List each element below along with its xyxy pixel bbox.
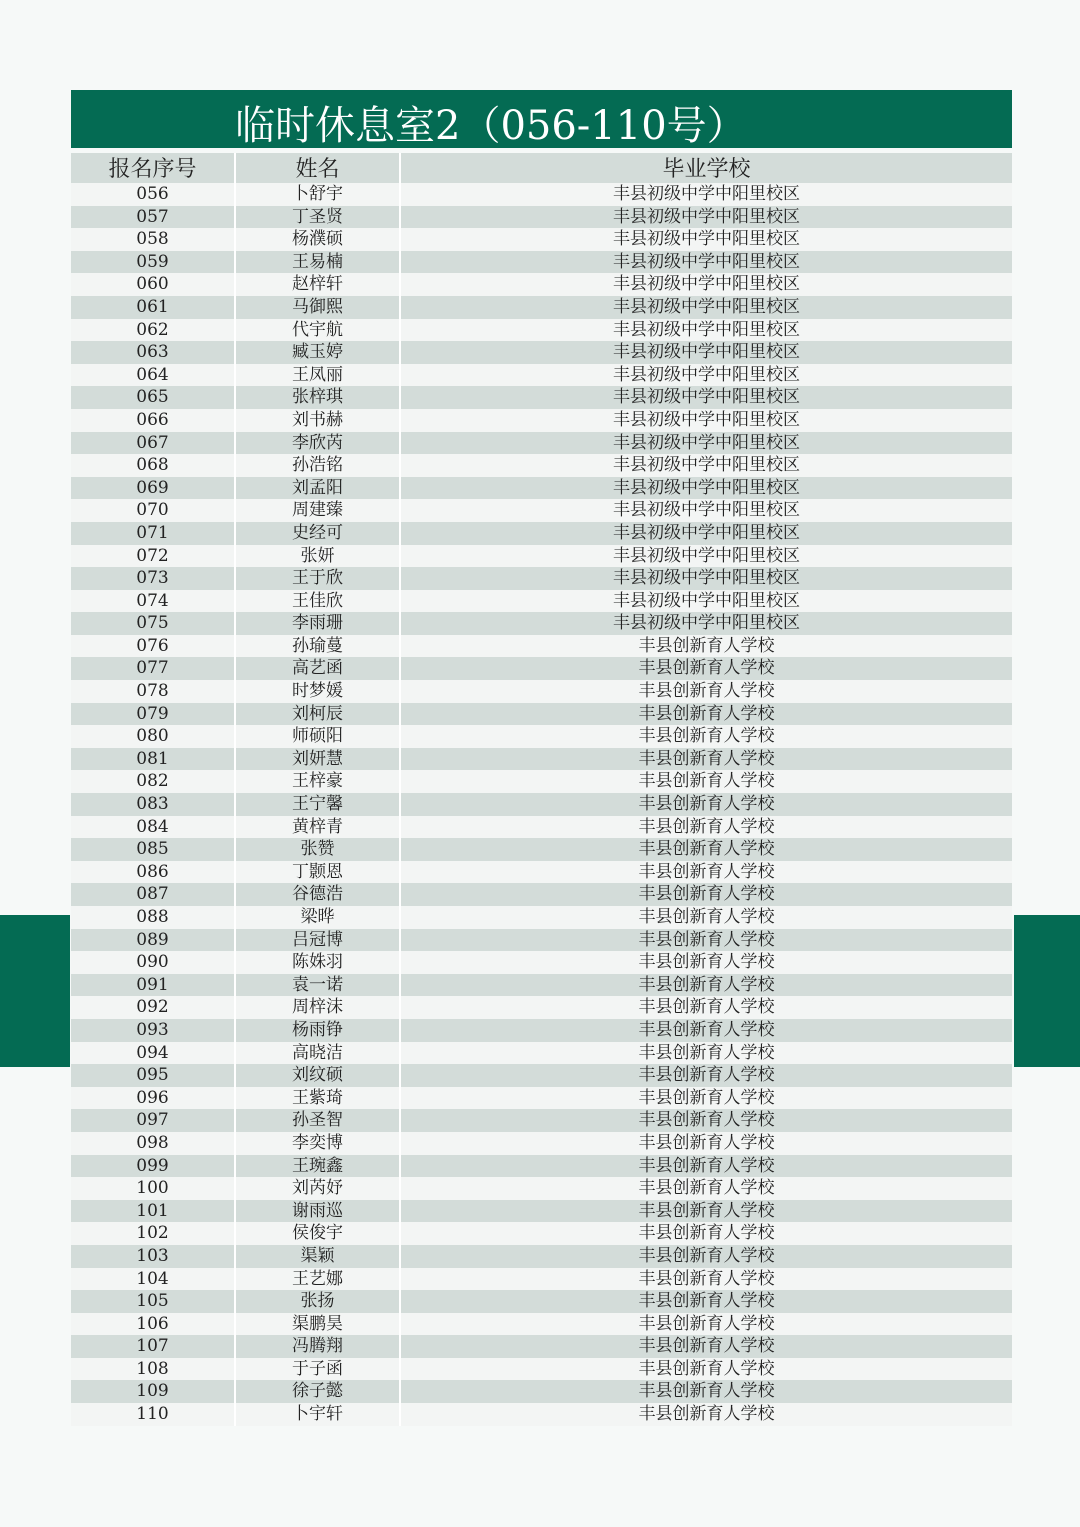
cell-school: 丰县初级中学中阳里校区 [613, 184, 800, 204]
header-name: 姓名 [236, 153, 401, 183]
cell-number: 108 [71, 1358, 236, 1381]
cell-school: 丰县创新育人学校 [638, 1087, 775, 1108]
cell-name: 陈姝羽 [236, 951, 401, 974]
cell-name: 黄梓青 [236, 816, 401, 839]
cell-number: 073 [71, 567, 236, 590]
cell-number: 107 [71, 1335, 236, 1358]
cell-name: 孙圣智 [236, 1109, 401, 1132]
table-row [71, 929, 1012, 952]
table-row [71, 1380, 1012, 1403]
table-row [71, 432, 1012, 455]
table-row [71, 1245, 1012, 1268]
cell-school: 丰县创新育人学校 [638, 771, 775, 792]
cell-number: 110 [71, 1403, 236, 1426]
cell-school: 丰县创新育人学校 [638, 1245, 775, 1266]
cell-number: 084 [71, 816, 236, 839]
cell-number: 085 [71, 838, 236, 861]
cell-school: 丰县创新育人学校 [638, 816, 775, 837]
table-row [71, 657, 1012, 680]
cell-name: 谢雨巡 [236, 1200, 401, 1223]
cell-name: 袁一诺 [236, 974, 401, 997]
cell-school: 丰县创新育人学校 [638, 1019, 775, 1040]
cell-number: 098 [71, 1132, 236, 1155]
cell-number: 061 [71, 296, 236, 319]
cell-number: 094 [71, 1042, 236, 1065]
table-row [71, 838, 1012, 861]
cell-number: 062 [71, 319, 236, 342]
cell-number: 097 [71, 1109, 236, 1132]
cell-number: 086 [71, 861, 236, 884]
table-row [71, 319, 1012, 342]
table-row [71, 951, 1012, 974]
cell-school: 丰县创新育人学校 [638, 1313, 775, 1334]
cell-name: 刘芮妤 [236, 1177, 401, 1200]
cell-school: 丰县初级中学中阳里校区 [613, 455, 800, 476]
cell-school: 丰县创新育人学校 [638, 861, 775, 882]
cell-number: 101 [71, 1200, 236, 1223]
table-row [71, 906, 1012, 929]
cell-name: 徐子懿 [236, 1380, 401, 1403]
cell-school: 丰县创新育人学校 [638, 929, 775, 950]
cell-number: 080 [71, 725, 236, 748]
table-row [71, 273, 1012, 296]
table-row [71, 635, 1012, 658]
table-row [71, 770, 1012, 793]
cell-name: 于子函 [236, 1358, 401, 1381]
table-row [71, 522, 1012, 545]
cell-name: 高晓洁 [236, 1042, 401, 1065]
cell-name: 高艺函 [236, 657, 401, 680]
cell-name: 刘纹硕 [236, 1064, 401, 1087]
cell-number: 056 [71, 183, 236, 206]
table-row [71, 1222, 1012, 1245]
cell-number: 083 [71, 793, 236, 816]
cell-name: 史经可 [236, 522, 401, 545]
cell-number: 096 [71, 1087, 236, 1110]
table-row [71, 1358, 1012, 1381]
table-row [71, 816, 1012, 839]
header-school: 毕业学校 [662, 157, 751, 182]
cell-number: 059 [71, 251, 236, 274]
cell-number: 100 [71, 1177, 236, 1200]
cell-school: 丰县创新育人学校 [638, 884, 775, 905]
cell-number: 067 [71, 432, 236, 455]
cell-number: 076 [71, 635, 236, 658]
table-row [71, 386, 1012, 409]
cell-name: 周梓沫 [236, 996, 401, 1019]
table-row [71, 793, 1012, 816]
table-row [71, 1019, 1012, 1042]
cell-name: 张妍 [236, 545, 401, 568]
cell-school: 丰县创新育人学校 [638, 658, 775, 679]
cell-number: 068 [71, 454, 236, 477]
cell-school: 丰县创新育人学校 [638, 1336, 775, 1357]
table-row [71, 612, 1012, 635]
cell-name: 卜宇轩 [236, 1403, 401, 1426]
cell-number: 060 [71, 273, 236, 296]
table-row [71, 477, 1012, 500]
cell-school: 丰县创新育人学校 [638, 997, 775, 1018]
table-row [71, 341, 1012, 364]
cell-school: 丰县创新育人学校 [638, 1223, 775, 1244]
table-row [71, 996, 1012, 1019]
table-row [71, 183, 1012, 206]
cell-number: 070 [71, 499, 236, 522]
cell-name: 李奕博 [236, 1132, 401, 1155]
cell-school: 丰县初级中学中阳里校区 [613, 274, 800, 295]
cell-number: 082 [71, 770, 236, 793]
table-row [71, 251, 1012, 274]
table-row [71, 1064, 1012, 1087]
table-row [71, 296, 1012, 319]
cell-name: 渠颖 [236, 1245, 401, 1268]
cell-school: 丰县创新育人学校 [638, 681, 775, 702]
cell-name: 渠鹏昊 [236, 1313, 401, 1336]
header-number: 报名序号 [71, 153, 236, 183]
cell-school: 丰县初级中学中阳里校区 [613, 568, 800, 589]
cell-school: 丰县创新育人学校 [638, 1291, 775, 1312]
cell-name: 杨雨铮 [236, 1019, 401, 1042]
cell-number: 090 [71, 951, 236, 974]
right-side-tab [1014, 915, 1080, 1067]
cell-number: 103 [71, 1245, 236, 1268]
table-row [71, 206, 1012, 229]
cell-name: 马御熙 [236, 296, 401, 319]
cell-name: 丁颢恩 [236, 861, 401, 884]
table-row [71, 748, 1012, 771]
cell-number: 104 [71, 1268, 236, 1291]
table-row [71, 1403, 1012, 1426]
cell-name: 孙浩铭 [236, 454, 401, 477]
cell-name: 代宇航 [236, 319, 401, 342]
cell-name: 梁晔 [236, 906, 401, 929]
cell-number: 102 [71, 1222, 236, 1245]
cell-number: 074 [71, 590, 236, 613]
cell-number: 069 [71, 477, 236, 500]
cell-school: 丰县初级中学中阳里校区 [613, 319, 800, 340]
cell-name: 杨濮硕 [236, 228, 401, 251]
cell-name: 李欣芮 [236, 432, 401, 455]
table-row [71, 974, 1012, 997]
cell-name: 王凤丽 [236, 364, 401, 387]
cell-number: 064 [71, 364, 236, 387]
page-title: 临时休息室2（056-110号） [71, 90, 1012, 148]
cell-name: 卜舒宇 [236, 183, 401, 206]
cell-number: 072 [71, 545, 236, 568]
cell-school: 丰县创新育人学校 [638, 1268, 775, 1289]
cell-school: 丰县创新育人学校 [638, 1358, 775, 1379]
cell-name: 丁圣贤 [236, 206, 401, 229]
table-row [71, 454, 1012, 477]
cell-name: 刘书赫 [236, 409, 401, 432]
table-row [71, 680, 1012, 703]
cell-number: 063 [71, 341, 236, 364]
table-row [71, 1177, 1012, 1200]
cell-school: 丰县初级中学中阳里校区 [613, 409, 800, 430]
cell-name: 孙瑜蔓 [236, 635, 401, 658]
cell-school: 丰县创新育人学校 [638, 1042, 775, 1063]
cell-school: 丰县创新育人学校 [638, 907, 775, 927]
cell-school: 丰县初级中学中阳里校区 [613, 613, 800, 634]
table-row [71, 1200, 1012, 1223]
cell-number: 109 [71, 1380, 236, 1403]
cell-name: 时梦媛 [236, 680, 401, 703]
cell-school: 丰县初级中学中阳里校区 [613, 296, 800, 317]
cell-number: 095 [71, 1064, 236, 1087]
cell-number: 078 [71, 680, 236, 703]
cell-number: 079 [71, 703, 236, 726]
table-row [71, 1335, 1012, 1358]
cell-school: 丰县创新育人学校 [638, 952, 775, 973]
table-row [71, 567, 1012, 590]
cell-name: 刘孟阳 [236, 477, 401, 500]
cell-school: 丰县创新育人学校 [638, 1155, 775, 1176]
cell-name: 王宁馨 [236, 793, 401, 816]
cell-name: 王于欣 [236, 567, 401, 590]
cell-school: 丰县创新育人学校 [638, 726, 775, 747]
cell-number: 105 [71, 1290, 236, 1313]
cell-number: 077 [71, 657, 236, 680]
table-row [71, 590, 1012, 613]
table-row [71, 1109, 1012, 1132]
cell-school: 丰县创新育人学校 [638, 794, 775, 815]
cell-school: 丰县创新育人学校 [638, 1200, 775, 1221]
table-row [71, 409, 1012, 432]
cell-school: 丰县初级中学中阳里校区 [613, 545, 800, 566]
table-body [71, 183, 1012, 1426]
cell-name: 谷德浩 [236, 883, 401, 906]
cell-name: 张赞 [236, 838, 401, 861]
table-row [71, 725, 1012, 748]
table-row [71, 545, 1012, 568]
table-row [71, 1042, 1012, 1065]
roster-table [71, 153, 1012, 1426]
cell-name: 师硕阳 [236, 725, 401, 748]
cell-number: 088 [71, 906, 236, 929]
cell-name: 刘柯辰 [236, 703, 401, 726]
table-row [71, 1132, 1012, 1155]
cell-number: 058 [71, 228, 236, 251]
cell-number: 057 [71, 206, 236, 229]
cell-school: 丰县创新育人学校 [638, 1381, 775, 1402]
cell-name: 冯腾翔 [236, 1335, 401, 1358]
cell-number: 071 [71, 522, 236, 545]
cell-name: 周建臻 [236, 499, 401, 522]
cell-number: 099 [71, 1155, 236, 1178]
cell-name: 刘妍慧 [236, 748, 401, 771]
cell-school: 丰县创新育人学校 [638, 839, 775, 860]
table-row [71, 1268, 1012, 1291]
table-row [71, 703, 1012, 726]
cell-name: 王紫琦 [236, 1087, 401, 1110]
cell-school: 丰县初级中学中阳里校区 [613, 477, 800, 498]
table-row [71, 364, 1012, 387]
cell-number: 075 [71, 612, 236, 635]
cell-number: 093 [71, 1019, 236, 1042]
cell-school: 丰县创新育人学校 [638, 1404, 775, 1425]
cell-name: 王艺娜 [236, 1268, 401, 1291]
cell-school: 丰县初级中学中阳里校区 [613, 342, 800, 363]
cell-number: 065 [71, 386, 236, 409]
table-row [71, 861, 1012, 884]
cell-name: 吕冠博 [236, 929, 401, 952]
cell-name: 王梓豪 [236, 770, 401, 793]
cell-school: 丰县初级中学中阳里校区 [613, 387, 800, 408]
table-row [71, 883, 1012, 906]
table-row [71, 1155, 1012, 1178]
cell-name: 张梓琪 [236, 386, 401, 409]
cell-name: 臧玉婷 [236, 341, 401, 364]
left-side-tab [0, 915, 70, 1067]
cell-school: 丰县创新育人学校 [638, 1132, 775, 1153]
cell-school: 丰县初级中学中阳里校区 [613, 251, 800, 272]
cell-number: 081 [71, 748, 236, 771]
cell-school: 丰县创新育人学校 [638, 1065, 775, 1086]
cell-number: 106 [71, 1313, 236, 1336]
cell-number: 087 [71, 883, 236, 906]
cell-school: 丰县创新育人学校 [638, 635, 775, 656]
cell-school: 丰县初级中学中阳里校区 [613, 590, 800, 611]
cell-name: 王琬鑫 [236, 1155, 401, 1178]
cell-school: 丰县创新育人学校 [638, 1178, 775, 1199]
cell-school: 丰县创新育人学校 [638, 1110, 775, 1131]
cell-school: 丰县创新育人学校 [638, 974, 775, 995]
cell-school: 丰县初级中学中阳里校区 [613, 522, 800, 543]
cell-number: 092 [71, 996, 236, 1019]
table-header [71, 153, 1012, 183]
cell-number: 091 [71, 974, 236, 997]
cell-number: 089 [71, 929, 236, 952]
table-row [71, 1290, 1012, 1313]
cell-name: 王佳欣 [236, 590, 401, 613]
table-row [71, 228, 1012, 251]
cell-school: 丰县初级中学中阳里校区 [613, 206, 800, 227]
table-row [71, 499, 1012, 522]
cell-school: 丰县创新育人学校 [638, 748, 775, 769]
cell-name: 侯俊宇 [236, 1222, 401, 1245]
cell-name: 王易楠 [236, 251, 401, 274]
cell-school: 丰县初级中学中阳里校区 [613, 500, 800, 521]
cell-name: 李雨珊 [236, 612, 401, 635]
cell-school: 丰县初级中学中阳里校区 [613, 364, 800, 385]
cell-school: 丰县初级中学中阳里校区 [613, 229, 800, 250]
cell-school: 丰县创新育人学校 [638, 703, 775, 724]
cell-number: 066 [71, 409, 236, 432]
cell-school: 丰县初级中学中阳里校区 [613, 432, 800, 453]
table-row [71, 1087, 1012, 1110]
cell-name: 张扬 [236, 1290, 401, 1313]
cell-name: 赵梓轩 [236, 273, 401, 296]
table-row [71, 1313, 1012, 1336]
